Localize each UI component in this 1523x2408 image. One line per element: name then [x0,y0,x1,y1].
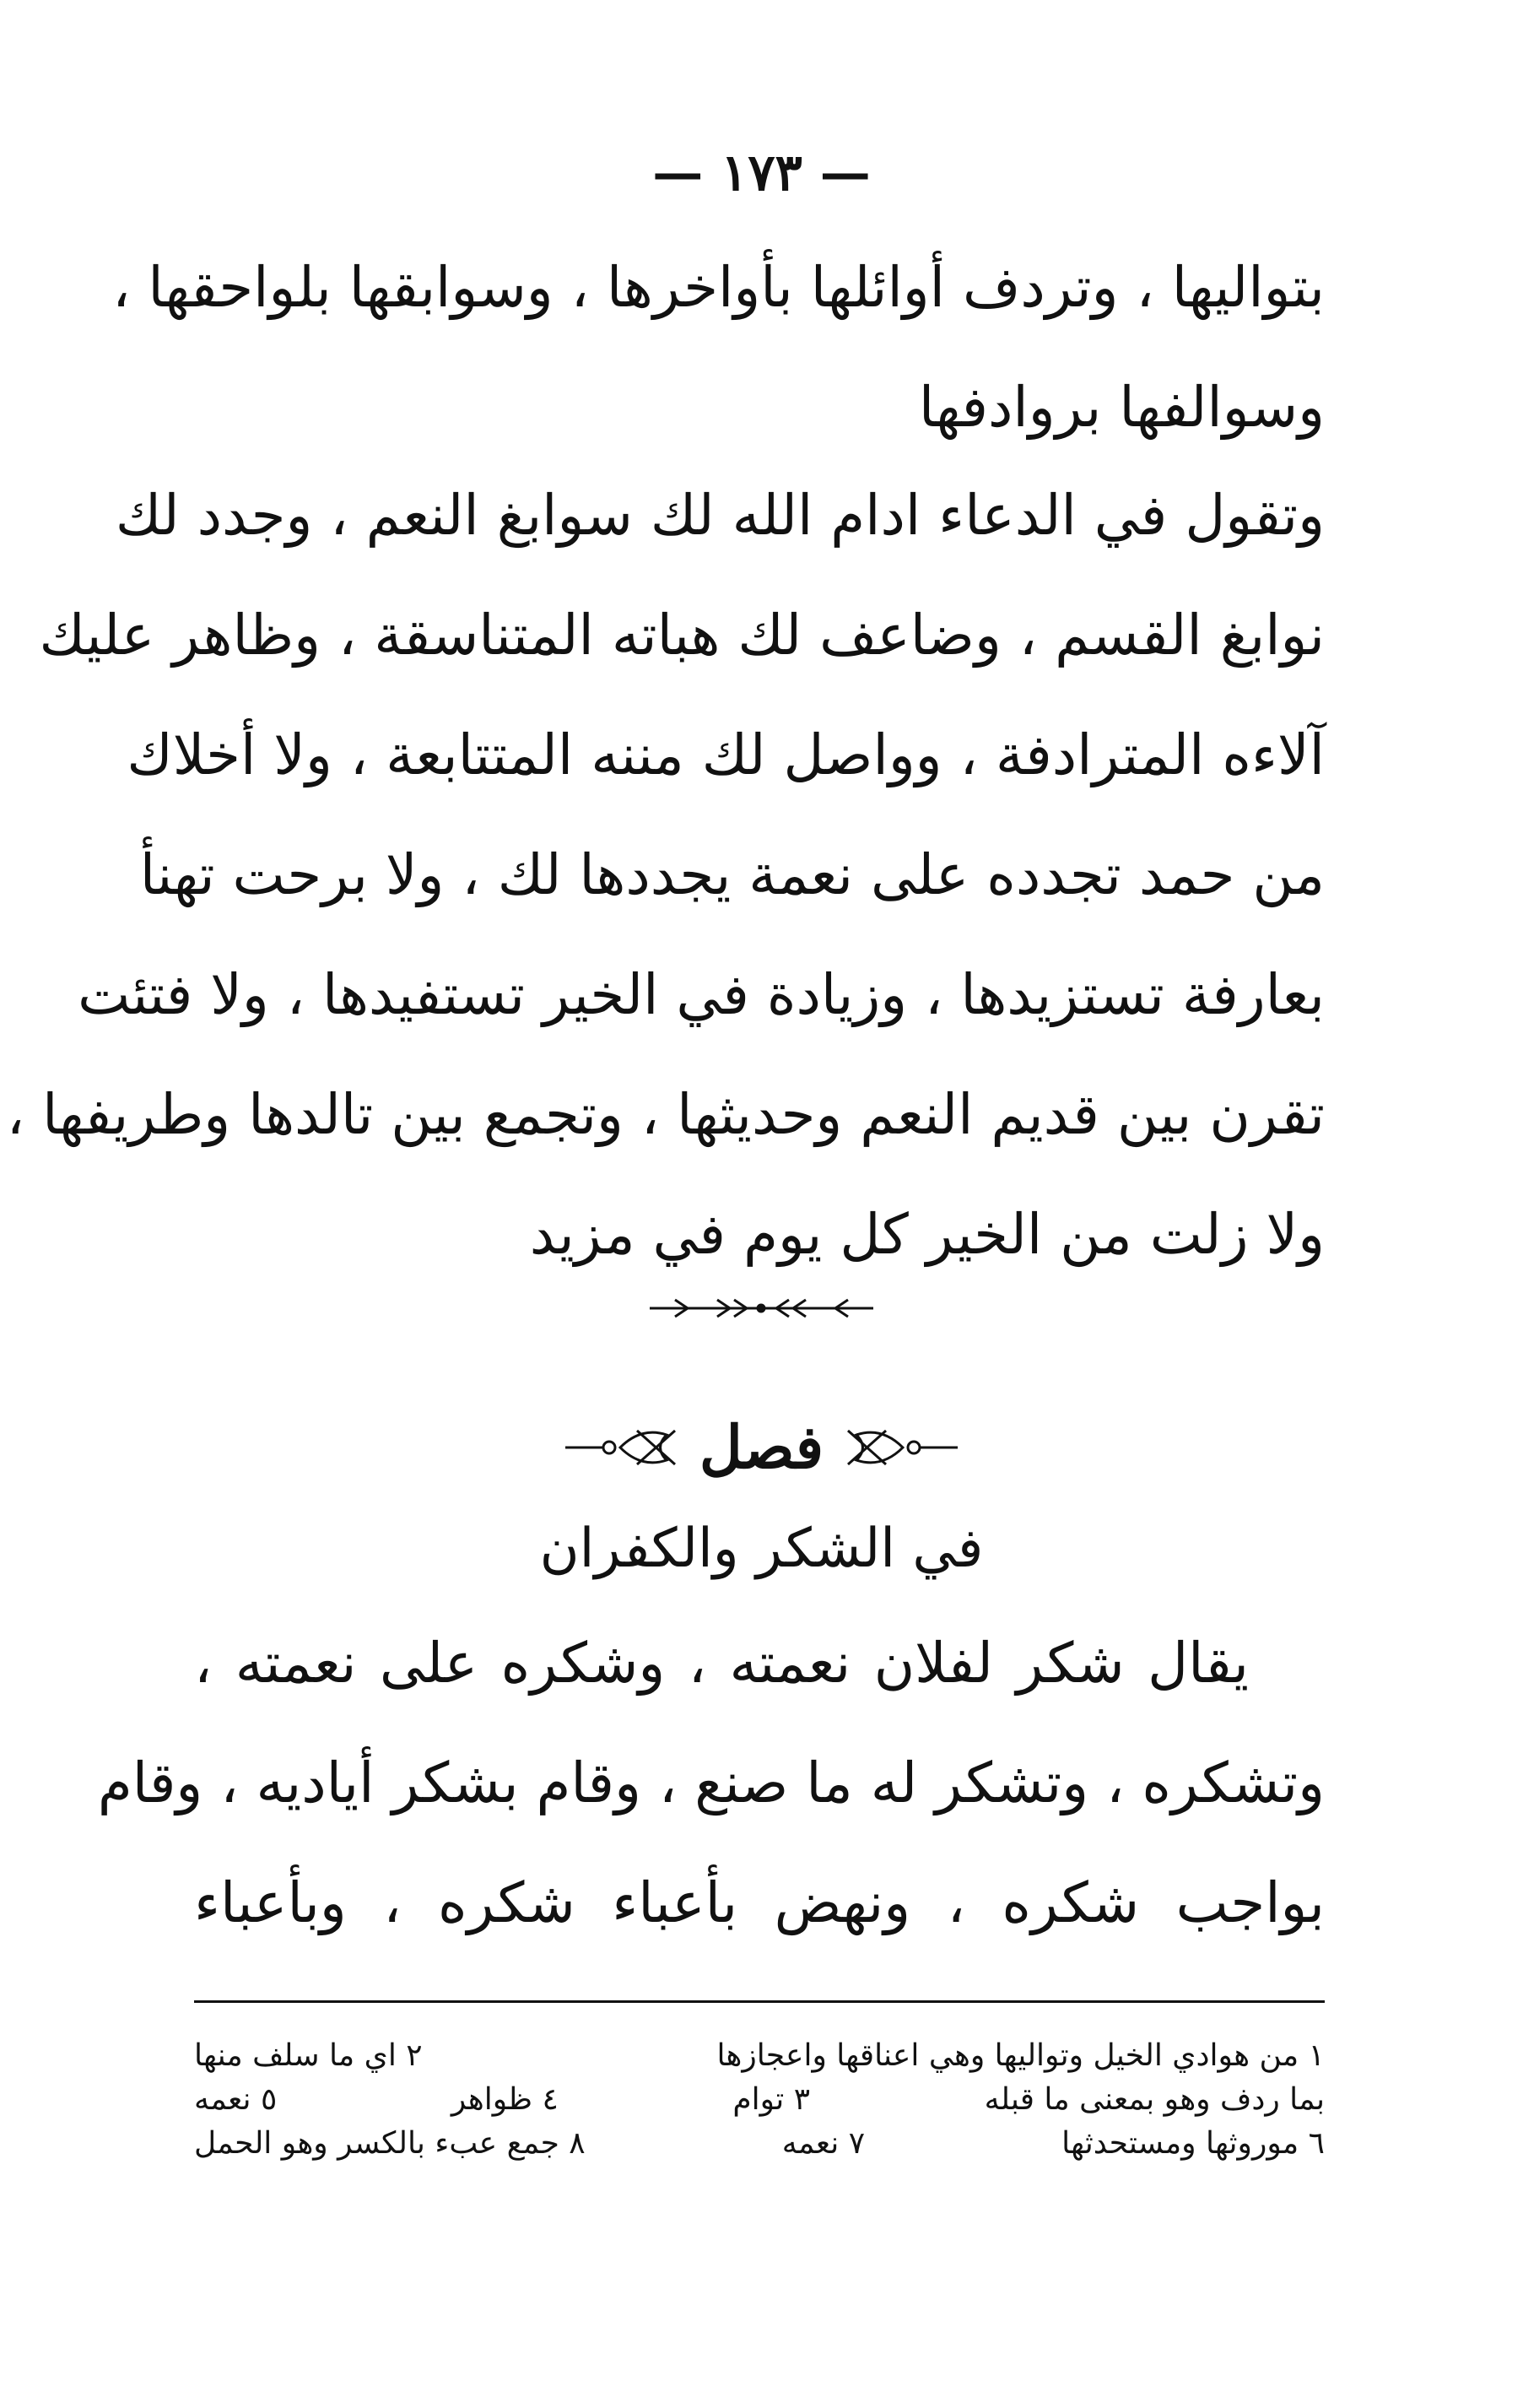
text-line: نوابغ القسم ، وضاعف لك هباته المتناسقة ، وظاهر عليك [39,603,1325,668]
footnote: ٧ نعمه [781,2126,866,2161]
footnote-rule [194,2000,1325,2003]
footnote: ٢ اي ما سلف منها [194,2038,423,2073]
ornamental-divider [0,1291,1523,1325]
text-line: ولا زلت من الخير كل يوم في مزيد [529,1202,1325,1267]
text-line: آلاءه المترادفة ، وواصل لك مننه المتتابعة ، ولا أخلاك [127,722,1325,787]
footnote: ٥ نعمه [194,2082,278,2117]
text-line: يقال شكر لفلان نعمته ، وشكره على نعمته ، [194,1631,1249,1696]
section-heading [0,1401,1523,1494]
page-number: — ١٧٣ — [652,143,871,203]
text-line: وتقول في الدعاء ادام الله لك سوابغ النعم ، وجدد لك [115,483,1325,548]
text-line: بعارفة تستزيدها ، وزيادة في الخير تستفيدها ، ولا فتئت [78,962,1325,1027]
footnote-line [194,2122,1325,2166]
opening-lines [112,228,1325,468]
footnote: ٤ ظواهر [451,2082,559,2117]
footnote-line [194,2034,1325,2078]
text-line: وتشكره ، وتشكر له ما صنع ، وقام بشكر أياديه ، وقام [97,1751,1325,1815]
footnote-line [194,2078,1325,2122]
text-line: بواجب شكره ، ونهض بأعباء شكره ، وبأعباء [194,1870,1325,1935]
text-line: بتواليها ، وتردف أوائلها بأواخرها ، وسوابقها بلواحقها ، [112,255,1325,320]
footnote: ٣ توام [732,2082,811,2117]
footnotes [194,2034,1325,2166]
paragraph [6,456,1325,1295]
section-title: فصل [699,1412,824,1482]
text-line: من حمد تجدده على نعمة يجددها لك ، ولا برحت تهنأ [139,842,1325,907]
footnote: ١ من هوادي الخيل وتواليها وهي اعناقها واعجازها [716,2038,1325,2073]
text-line: وسوالفها بروادفها [918,375,1325,440]
section-subtitle: في الشكر والكفران [539,1518,984,1580]
section-paragraph [97,1604,1325,1963]
footnote: بما ردف وهو بمعنى ما قبله [984,2082,1325,2117]
footnote: ٦ موروثها ومستحدثها [1061,2126,1325,2161]
text-line: تقرن بين قديم النعم وحديثها ، وتجمع بين تالدها وطريفها ، [6,1082,1325,1147]
footnote: ٨ جمع عبء بالكسر وهو الحمل [194,2126,586,2161]
